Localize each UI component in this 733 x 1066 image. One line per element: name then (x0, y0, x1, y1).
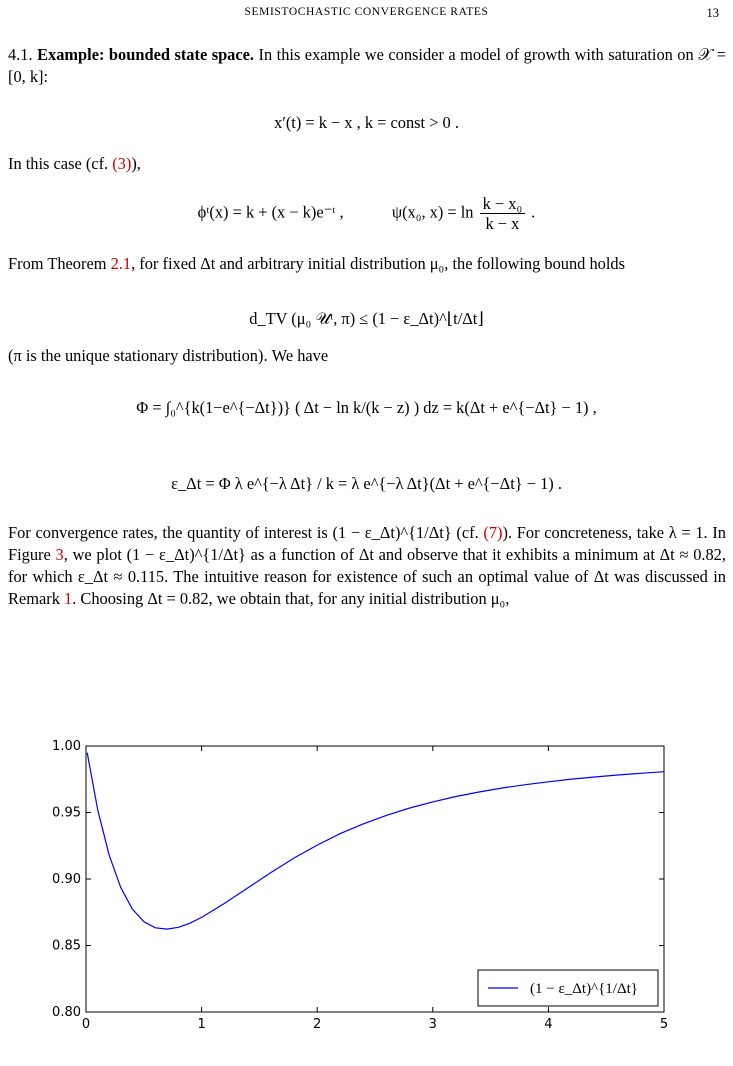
equation-epsilon: ε_Δt = Φ λ e^{−λ Δt} / k = λ e^{−λ Δt}(Δt + e^{−Δt} − 1) . (171, 474, 562, 493)
equation-ode: x′(t) = k − x , k = const > 0 . (274, 113, 459, 132)
conv-text-a: For convergence rates, the quantity of interest is (1 − ε_Δt)^{1/Δt} (cf. (8, 523, 484, 542)
section-number: 4.1. (8, 45, 33, 64)
convergence-rate-chart (0, 730, 733, 1050)
y-tick-label: 0.90 (52, 872, 81, 887)
theorem-paragraph (8, 253, 726, 275)
x-tick-label: 3 (428, 1017, 437, 1032)
psi-denominator: k − x (485, 214, 520, 233)
conv-text-c: , we plot (1 − ε_Δt)^{1/Δt} as a function of Δt and observe that it exhibits a minimum at Δt ≈ 0.82, for which ε_Δt ≈ 0.115. The intuitive reason for existence of such an optimal value of Δt was discussed in Remark (8, 545, 726, 608)
conv-text-b: ). For concreteness, take λ = 1. In Figure (8, 523, 726, 564)
theorem-reference-link[interactable]: 2.1 (110, 254, 132, 273)
y-tick-label: 1.00 (52, 739, 81, 754)
case-reference-link[interactable]: (3) (112, 154, 132, 173)
conv-text-d: . Choosing Δt = 0.82, we obtain that, for any initial distribution μ₀, (72, 589, 510, 608)
theorem-text-b: , for fixed Δt and arbitrary initial distribution μ₀, the following bound holds (131, 254, 625, 273)
convergence-paragraph (8, 522, 726, 610)
x-tick-label: 5 (659, 1017, 669, 1032)
case-text: In this case (cf. (8, 154, 113, 173)
running-header (0, 6, 733, 24)
theorem-text-a: From Theorem (8, 254, 111, 273)
remark-reference-link[interactable]: 1 (63, 589, 73, 608)
y-tick-label: 0.85 (52, 938, 81, 954)
case-tail: ), (131, 154, 141, 173)
equation-flow: ϕᵗ(x) = k + (x − k)e⁻ᵗ , ψ(x₀, x) = ln $\frac{\text{k − x₀}}{k - x}$ . (197, 194, 536, 233)
psi-fraction (480, 194, 526, 233)
page-number: 13 (706, 6, 719, 20)
y-tick-label: 0.80 (52, 1005, 81, 1020)
equation-tv-bound: d_TV (μ₀ 𝒰ᵗ, π) ≤ (1 − ε_Δt)^⌊t/Δt⌋ (249, 309, 484, 328)
section-intro (8, 44, 726, 88)
section-intro-text: In this example we consider a model of growth with saturation on 𝒳 = [0, k]: (8, 45, 726, 86)
psi-numerator: k − x₀ (480, 194, 526, 214)
conv-reference-7[interactable]: (7) (483, 523, 503, 542)
x-tick-label: 4 (544, 1017, 553, 1032)
x-tick-label: 1 (197, 1017, 206, 1032)
section-title: Example: bounded state space. (37, 45, 255, 64)
running-title: SEMISTOCHASTIC CONVERGENCE RATES (244, 6, 489, 18)
x-tick-label: 2 (313, 1017, 322, 1032)
series-line (87, 753, 664, 929)
x-tick-label: 0 (81, 1017, 91, 1032)
figure-reference-link[interactable]: 3 (55, 545, 64, 564)
stationary-paragraph: (π is the unique stationary distribution). We have (8, 346, 329, 365)
psi-expression: ψ(x₀, x) = ln (391, 202, 474, 222)
flow-expression: ϕᵗ(x) = k + (x − k)e⁻ᵗ , (197, 202, 344, 222)
equation-phi: Φ = ∫₀^{k(1−e^{−Δt})} ( Δt − ln k/(k − z) ) dz = k(Δt + e^{−Δt} − 1) , (136, 398, 597, 417)
y-tick-label: 0.95 (52, 805, 81, 821)
legend-label: (1 − ε_Δt)^{1/Δt} (530, 981, 638, 997)
case-paragraph (8, 153, 726, 175)
